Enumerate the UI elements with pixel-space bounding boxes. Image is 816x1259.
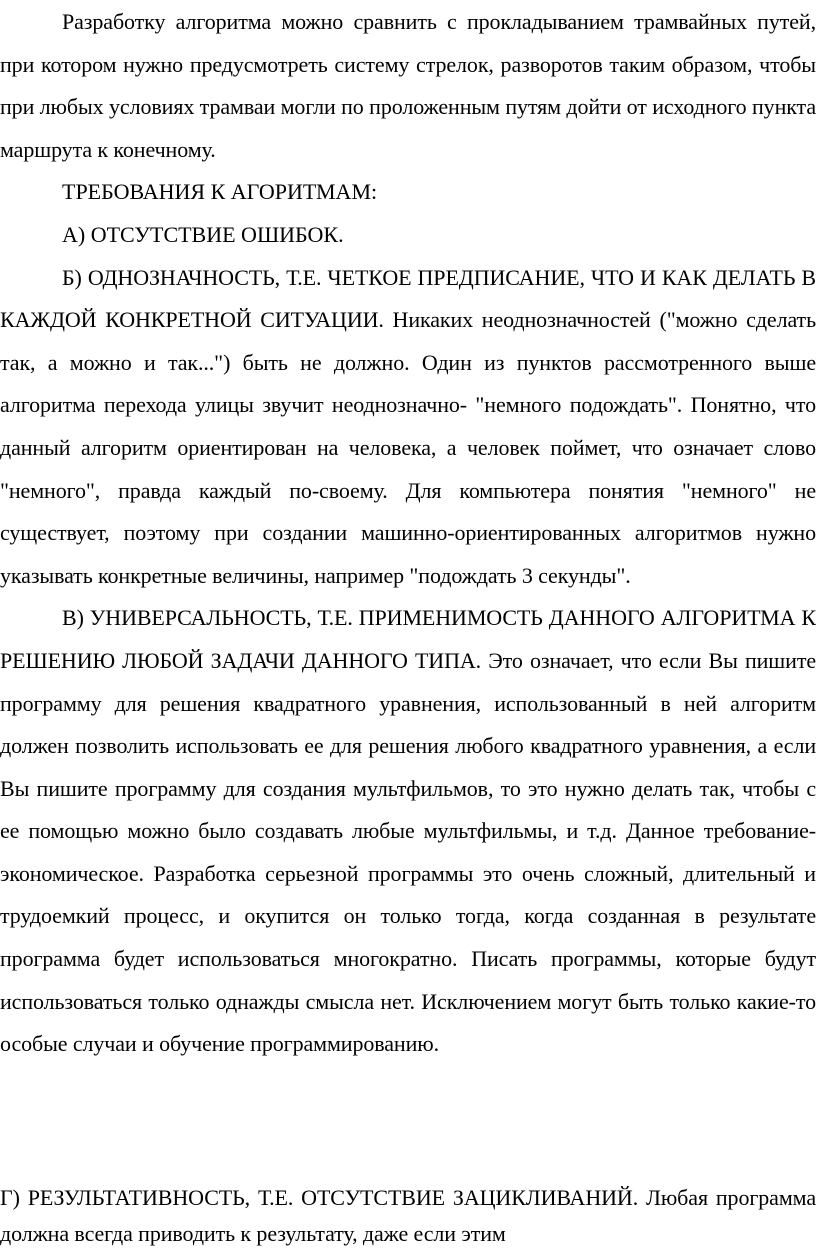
document-body [0, 1, 816, 1066]
requirement-a: А) ОТСУТСТВИЕ ОШИБОК. [62, 221, 344, 247]
requirements-heading: ТРЕБОВАНИЯ К АГОРИТМАМ: [62, 179, 378, 205]
requirement-g: Г) РЕЗУЛЬТАТИВНОСТЬ, Т.Е. ОТСУТСТВИЕ ЗАЦИКЛИВАНИЙ. Любая программа должна всегда приводить к результату, даже если этим [0, 1185, 816, 1246]
requirement-b: Б) ОДНОЗНАЧНОСТЬ, Т.Е. ЧЕТКОЕ ПРЕДПИСАНИЕ, ЧТО И КАК ДЕЛАТЬ В КАЖДОЙ КОНКРЕТНОЙ СИТУАЦИИ. Никаких неоднозначностей ("можно сделать так, а можно и так...") быть не должно. Один из пунктов рассмотренного выше алгоритма перехода улицы звучит неоднозначно- "немного подождать". Понятно, что данный алгоритм ориентирован на человека, а человек поймет, что означает слово "немного", правда каждый по-своему. Для компьютера понятия "немного" не существует, поэтому при создании машинно-ориентированных алгоритмов нужно указывать конкретные величины, например "подождать 3 секунды". [0, 264, 816, 588]
requirement-v: В) УНИВЕРСАЛЬНОСТЬ, Т.Е. ПРИМЕНИМОСТЬ ДАННОГО АЛГОРИТМА К РЕШЕНИЮ ЛЮБОЙ ЗАДАЧИ ДАННОГО ТИПА. Это означает, что если Вы пишите программу для решения квадратного уравнения, использованный в ней алгоритм должен позволить использовать ее для решения любого квадратного уравнения, а если Вы пишите программу для создания мультфильмов, то это нужно делать так, чтобы с ее помощью можно было создавать любые мультфильмы, и т.д. Данное требование-экономическое. Разработка серьезной программы это очень сложный, длительный и трудоемкий процесс, и окупится он только тогда, когда созданная в результате программа будет использоваться многократно. Писать программы, которые будут использоваться только однажды смысла нет. Исключением могут быть только какие-то особые случаи и обучение программированию. [0, 605, 816, 1057]
paragraph-intro: Разработку алгоритма можно сравнить с прокладыванием трамвайных путей, при котором нужно предусмотреть систему стрелок, разворотов таким образом, чтобы при любых условиях трамваи могли по проложенным путям дойти от исходного пункта маршрута к конечному. [0, 9, 816, 162]
